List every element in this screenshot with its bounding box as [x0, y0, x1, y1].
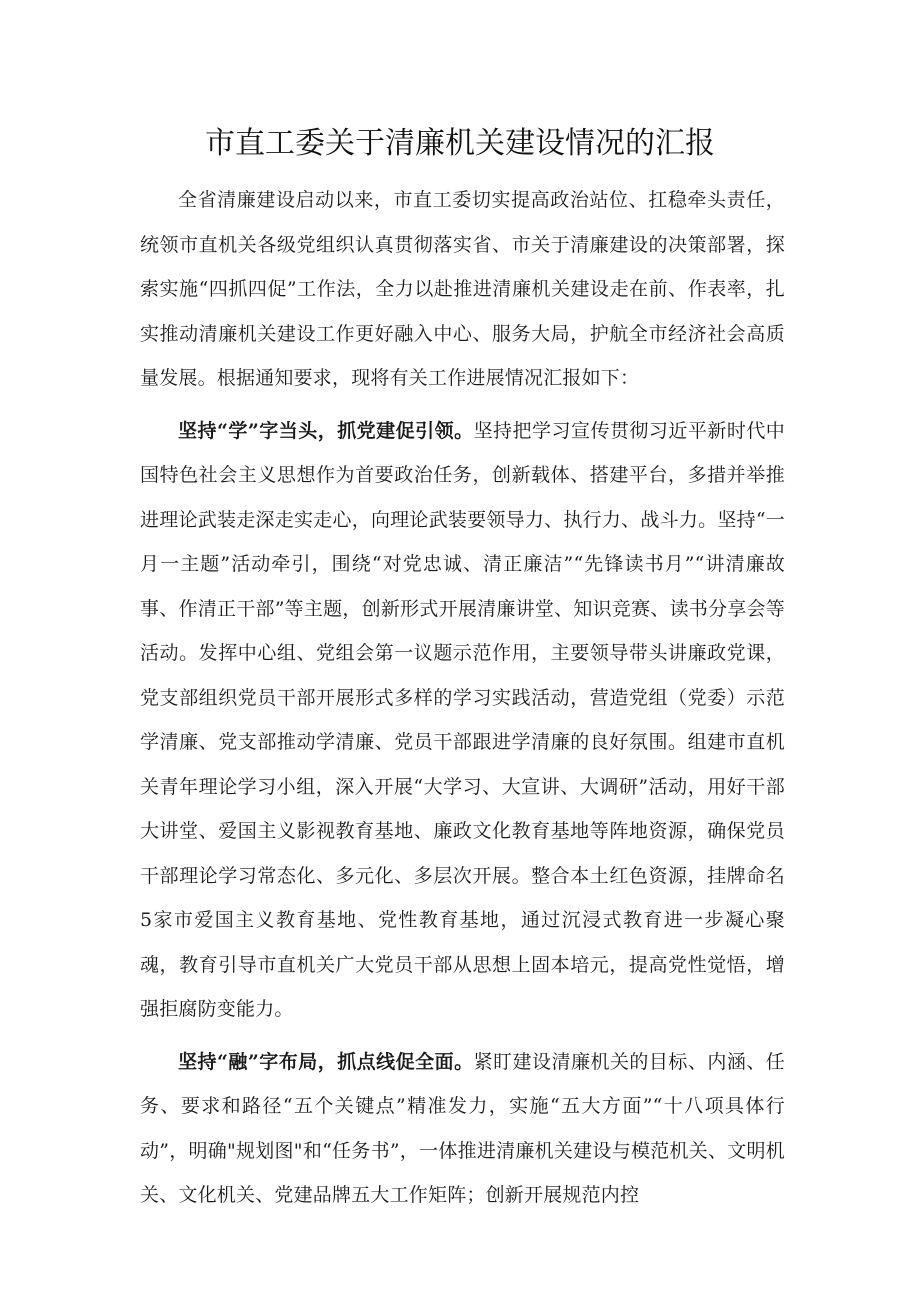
paragraph-study [140, 409, 785, 1032]
paragraph-integration [140, 1040, 785, 1218]
document-title: 市直工委关于清廉机关建设情况的汇报 [205, 126, 715, 161]
paragraph-intro-text: 全省清廉建设启动以来，市直工委切实提高政治站位、扛稳牵头责任，统领市直机关各级党组织认真贯彻落实省、市关于清廉建设的决策部署，探索实施“四抓四促”工作法，全力以赴推进清廉机关建设走在前、作表率，扎实推动清廉机关建设工作更好融入中心、服务大局，护航全市经济社会高质量发展。根据通知要求，现将有关工作进展情况汇报如下： [140, 189, 785, 389]
paragraph-study-heading: 坚持“学”字当头，抓党建促引领。 [178, 419, 474, 442]
document-body [140, 178, 785, 1218]
paragraph-study-text: 坚持把学习宣传贯彻习近平新时代中国特色社会主义思想作为首要政治任务，创新载体、搭建平台，多措并举推进理论武装走深走实走心，向理论武装要领导力、执行力、战斗力。坚持“一月一主题”活动牵引，围绕“对党忠诚、清正廉洁”“先锋读书月”“讲清廉故事、作清正干部”等主题，创新形式开展清廉讲堂、知识竞赛、读书分享会等活动。发挥中心组、党组会第一议题示范作用，主要领导带头讲廉政党课，党支部组织党员干部开展形式多样的学习实践活动，营造党组（党委）示范学清廉、党支部推动学清廉、党员干部跟进学清廉的良好氛围。组建市直机关青年理论学习小组，深入开展“大学习、大宣讲、大调研”活动，用好干部大讲堂、爱国主义影视教育基地、廉政文化教育基地等阵地资源，确保党员干部理论学习常态化、多元化、多层次开展。整合本土红色资源，挂牌命名5家市爱国主义教育基地、党性教育基地，通过沉浸式教育进一步凝心聚魂，教育引导市直机关广大党员干部从思想上固本培元，提高党性觉悟，增强拒腐防变能力。 [140, 419, 786, 1020]
paragraph-intro [140, 178, 785, 401]
paragraph-integration-text: 紧盯建设清廉机关的目标、内涵、任务、要求和路径“五个关键点”精准发力，实施“五大方面”“十八项具体行动”，明确"规划图"和“任务书”，一体推进清廉机关建设与模范机关、文明机关、文化机关、党建品牌五大工作矩阵；创新开展规范内控 [140, 1050, 786, 1206]
paragraph-integration-heading: 坚持“融”字布局，抓点线促全面。 [178, 1050, 474, 1073]
